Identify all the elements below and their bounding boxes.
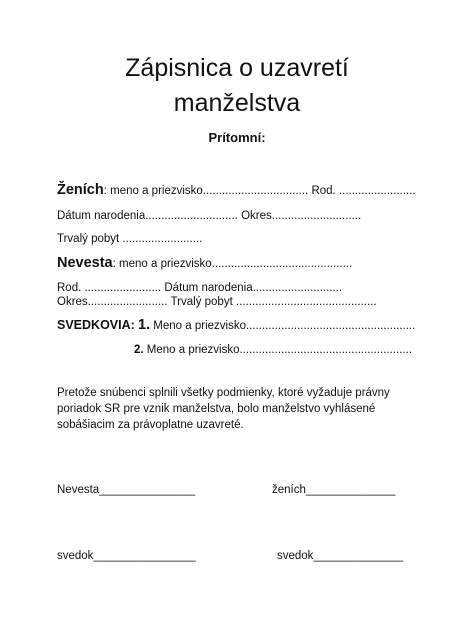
bride-birth-field: Dátum narodenia............................ [164, 282, 343, 294]
bride-name-field: : meno a priezvisko............................................ [112, 258, 353, 270]
witness-2-field: Meno a priezvisko...................................................... [146, 344, 413, 356]
signature-bride: Nevesta_______________ [57, 484, 196, 496]
signature-witness-1: svedok________________ [57, 550, 196, 562]
groom-district-field: Okres............................ [241, 210, 362, 222]
document-title-line-1: Zápisnica o uzavretí [125, 54, 349, 82]
document-title-line-2: manželstva [173, 89, 301, 117]
witness-1-number: 1. [138, 317, 151, 333]
bride-rod-field: Rod. ........................ [57, 282, 162, 294]
witnesses-label: SVEDKOVIA: [57, 318, 135, 332]
signature-witness-2: svedok______________ [277, 550, 403, 562]
bride-district-field: Okres......................... [57, 296, 168, 308]
marriage-statement: Pretože snúbenci splnili všetky podmienky, ktoré vyžaduje právny poriadok SR pre vznik manželstva, bolo manželstvo vyhlásené sobášiacim za právoplatne uzavreté. [57, 387, 390, 431]
bride-row-1 [57, 256, 352, 271]
bride-row-2 [57, 281, 342, 295]
witness-2-number: 2. [134, 344, 144, 356]
groom-row-1 [57, 183, 416, 198]
bride-label: Nevesta [57, 255, 113, 271]
witness-row-1 [57, 318, 415, 333]
bride-row-3 [57, 295, 377, 309]
present-heading: Prítomní: [208, 130, 266, 145]
groom-residence-field: Trvalý pobyt ......................... [57, 233, 203, 245]
bride-residence-field: Trvalý pobyt ............................................ [170, 296, 377, 308]
groom-rod-field: Rod. ........................ [311, 185, 416, 197]
signature-groom: ženích______________ [272, 484, 396, 496]
groom-birth-field: Dátum narodenia............................. [57, 210, 238, 222]
groom-label: Ženích [57, 182, 104, 198]
witness-1-field: Meno a priezvisko..................................................... [153, 320, 416, 332]
groom-row-3 [57, 232, 202, 246]
groom-row-2 [57, 209, 361, 223]
witness-row-2 [134, 343, 412, 357]
groom-name-field: : meno a priezvisko................................. [103, 185, 309, 197]
